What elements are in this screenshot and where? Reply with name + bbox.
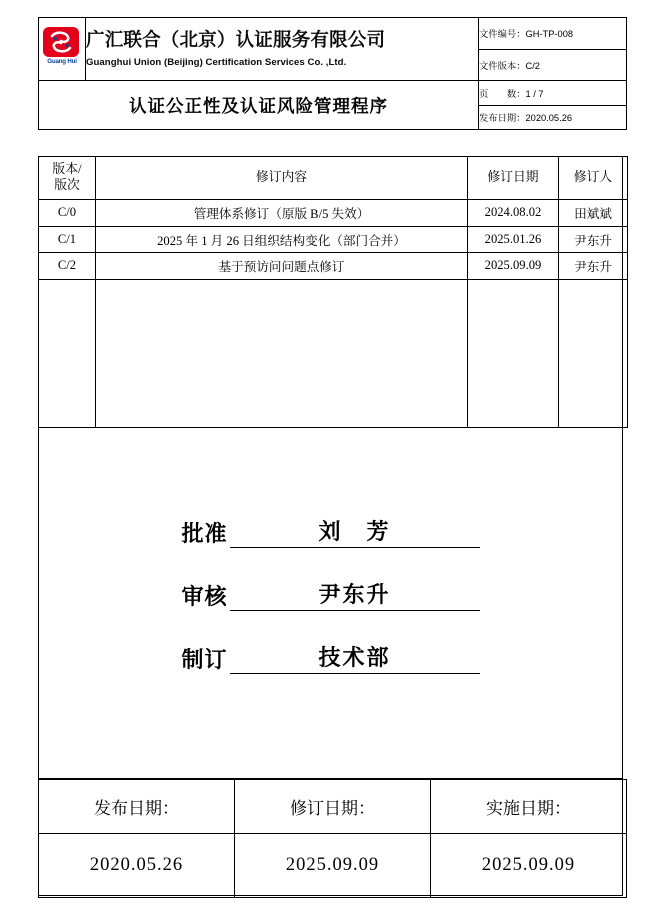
dates-header-issue: 发布日期： bbox=[39, 780, 235, 834]
issue-date-label: 发布日期： bbox=[479, 113, 526, 124]
cell-person: 尹东升 bbox=[559, 226, 628, 253]
col-header-person: 修订人 bbox=[559, 157, 628, 200]
cell-version: C/1 bbox=[39, 226, 96, 253]
page-count-label: 页 数： bbox=[479, 88, 526, 99]
dates-header-row bbox=[39, 780, 627, 834]
logo-mark bbox=[43, 27, 79, 57]
company-name-cn: 广汇联合（北京）认证服务有限公司 bbox=[86, 31, 386, 52]
signature-value-review: 尹东升 bbox=[230, 578, 480, 611]
cell-person: 尹东升 bbox=[559, 253, 628, 280]
cell-person: 田斌斌 bbox=[559, 200, 628, 227]
page-count-cell bbox=[479, 81, 627, 106]
dates-value-row bbox=[39, 834, 627, 898]
col-header-date: 修订日期 bbox=[468, 157, 559, 200]
dates-value-issue: 2020.05.26 bbox=[39, 834, 235, 898]
table-empty-row bbox=[39, 279, 628, 427]
signature-block bbox=[38, 437, 623, 779]
dates-header-effective: 实施日期： bbox=[431, 780, 627, 834]
dates-header-revision: 修订日期： bbox=[235, 780, 431, 834]
signature-label-prepare: 制订 bbox=[181, 647, 228, 672]
company-name-en: Guanghui Union (Beijing) Certification Services Co. ,Ltd. bbox=[86, 56, 347, 68]
col-header-version-line1: 版本/ bbox=[52, 162, 82, 177]
signature-value-prepare: 技术部 bbox=[230, 641, 480, 674]
page-count-value: 1 / 7 bbox=[525, 88, 544, 99]
signature-row-review bbox=[39, 578, 622, 611]
cell-date: 2024.08.02 bbox=[468, 200, 559, 227]
table-header-row bbox=[39, 157, 628, 200]
document-header bbox=[38, 17, 627, 130]
guanghui-logo-icon bbox=[43, 27, 81, 71]
table-row bbox=[39, 200, 628, 227]
empty-cell-date bbox=[468, 279, 559, 427]
doc-number-cell bbox=[479, 18, 627, 50]
dates-value-revision: 2025.09.09 bbox=[235, 834, 431, 898]
doc-number-label: 文件编号： bbox=[479, 29, 526, 40]
cell-date: 2025.09.09 bbox=[468, 253, 559, 280]
empty-cell-person bbox=[559, 279, 628, 427]
col-header-version bbox=[39, 157, 96, 200]
issue-date-value: 2020.05.26 bbox=[525, 113, 573, 124]
logo-cell bbox=[39, 18, 86, 81]
document-title: 认证公正性及认证风险管理程序 bbox=[39, 81, 479, 130]
cell-content: 2025 年 1 月 26 日组织结构变化（部门合并） bbox=[96, 226, 468, 253]
signature-row-prepare bbox=[39, 641, 622, 674]
table-row bbox=[39, 253, 628, 280]
signature-label-approve: 批准 bbox=[181, 521, 228, 546]
signature-value-approve: 刘 芳 bbox=[230, 515, 480, 548]
cell-date: 2025.01.26 bbox=[468, 226, 559, 253]
dates-value-effective: 2025.09.09 bbox=[431, 834, 627, 898]
cell-version: C/0 bbox=[39, 200, 96, 227]
issue-date-cell bbox=[479, 105, 627, 130]
doc-version-cell bbox=[479, 49, 627, 81]
dates-table bbox=[38, 779, 627, 898]
company-name-cell bbox=[86, 18, 479, 81]
doc-version-label: 文件版本： bbox=[479, 60, 526, 71]
doc-number-value: GH-TP-008 bbox=[525, 29, 574, 40]
logo-brand-text: Guang Hui bbox=[47, 58, 77, 65]
swirl-icon bbox=[46, 30, 76, 54]
signature-label-review: 审核 bbox=[181, 584, 228, 609]
cell-version: C/2 bbox=[39, 253, 96, 280]
cell-content: 管理体系修订（原版 B/5 失效） bbox=[96, 200, 468, 227]
signature-row-approve bbox=[39, 515, 622, 548]
table-row bbox=[39, 226, 628, 253]
col-header-content: 修订内容 bbox=[96, 157, 468, 200]
cell-content: 基于预访问问题点修订 bbox=[96, 253, 468, 280]
revision-history-table bbox=[38, 156, 628, 428]
empty-cell-version bbox=[39, 279, 96, 427]
doc-version-value: C/2 bbox=[525, 60, 540, 71]
empty-cell-content bbox=[96, 279, 468, 427]
col-header-version-line2: 版次 bbox=[54, 178, 80, 192]
